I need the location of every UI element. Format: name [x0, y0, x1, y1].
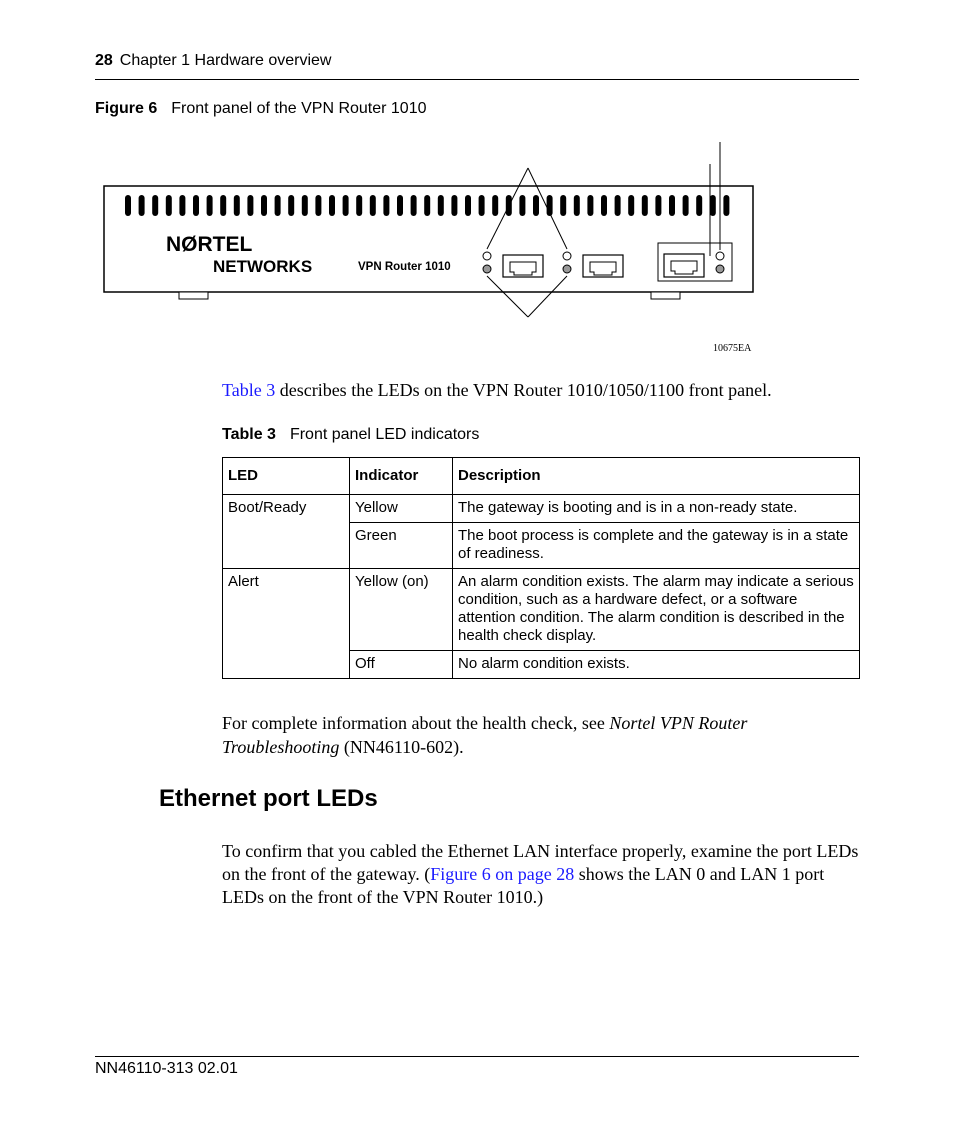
- indicator-cell: Yellow: [350, 495, 453, 523]
- vent-slot: [465, 195, 471, 216]
- vent-slot: [655, 195, 661, 216]
- vent-slot: [152, 195, 158, 216]
- description-cell: The boot process is complete and the gateway is in a state of readiness.: [453, 523, 860, 569]
- vent-slot: [356, 195, 362, 216]
- vent-slot: [397, 195, 403, 216]
- description-cell: No alarm condition exists.: [453, 651, 860, 679]
- vent-slot: [683, 195, 689, 216]
- alert-led: [716, 265, 724, 273]
- page-number: 28: [95, 52, 113, 69]
- nortel-logo-text: NØRTEL: [166, 233, 253, 256]
- vent-slot: [315, 195, 321, 216]
- vent-slot: [207, 195, 213, 216]
- figure-title: Front panel of the VPN Router 1010: [171, 100, 427, 117]
- lan1-led-top: [563, 252, 571, 260]
- vent-slot: [615, 195, 621, 216]
- vent-slot: [723, 195, 729, 216]
- vent-slot: [193, 195, 199, 216]
- vent-slot: [139, 195, 145, 216]
- cabling-text-after: shows the LAN 0 and LAN 1 port LEDs on the front of the VPN Router 1010.): [222, 864, 825, 907]
- router-foot-left: [179, 292, 208, 299]
- cabling-paragraph: [222, 840, 862, 909]
- vent-slot: [179, 195, 185, 216]
- table-row: [223, 569, 860, 651]
- health-text-after: (NN46110-602).: [339, 737, 464, 757]
- led-indicator-table: [222, 457, 860, 679]
- lan1-port-icon: [583, 255, 623, 277]
- cabling-text-before: To confirm that you cabled the Ethernet LAN interface properly, examine the port LEDs on the front of the gateway. (: [222, 841, 859, 884]
- networks-logo-text: NETWORKS: [213, 257, 313, 276]
- lan1-led-bottom: [563, 265, 571, 273]
- column-header-led: LED: [223, 458, 350, 495]
- chapter-title: Chapter 1 Hardware overview: [119, 52, 332, 69]
- router-front-panel-figure: [0, 0, 954, 360]
- vent-slot: [438, 195, 444, 216]
- figure-label: Figure 6: [95, 100, 158, 117]
- vent-slot: [329, 195, 335, 216]
- boot-ready-led: [716, 252, 724, 260]
- vent-slot: [288, 195, 294, 216]
- lan0-led-top: [483, 252, 491, 260]
- table-header-row: [223, 458, 860, 495]
- vent-slot: [234, 195, 240, 216]
- description-cell: The gateway is booting and is in a non-ready state.: [453, 495, 860, 523]
- vent-slot: [275, 195, 281, 216]
- indicator-cell: Off: [350, 651, 453, 679]
- model-label: VPN Router 1010: [358, 261, 451, 273]
- intro-paragraph: [222, 380, 772, 401]
- vent-slot: [492, 195, 498, 216]
- table-label: Table 3: [222, 426, 276, 443]
- description-cell: An alarm condition exists. The alarm may indicate a serious condition, such as a hardware defect, or a software attention condition. The alarm condition is described in the health check display.: [453, 569, 860, 651]
- vent-slot: [560, 195, 566, 216]
- vent-slot: [533, 195, 539, 216]
- indicator-cell: Green: [350, 523, 453, 569]
- vent-slot: [247, 195, 253, 216]
- led-name-cell: Boot/Ready: [223, 495, 350, 569]
- section-heading: Ethernet port LEDs: [159, 785, 378, 812]
- footer-doc-number: NN46110-313 02.01: [95, 1060, 238, 1077]
- vent-slot: [125, 195, 131, 216]
- vent-slot: [601, 195, 607, 216]
- lan0-led-bottom: [483, 265, 491, 273]
- intro-text: describes the LEDs on the VPN Router 1010/1050/1100 front panel.: [275, 380, 772, 400]
- column-header-indicator: Indicator: [350, 458, 453, 495]
- indicator-cell: Yellow (on): [350, 569, 453, 651]
- vent-slot: [424, 195, 430, 216]
- vent-slot: [710, 195, 716, 216]
- health-check-paragraph: [222, 711, 862, 759]
- vent-slot: [587, 195, 593, 216]
- troubleshooting-guide-title: Nortel VPN Router Troubleshooting: [222, 713, 748, 757]
- vent-slot: [411, 195, 417, 216]
- vent-slot: [302, 195, 308, 216]
- table-title: Front panel LED indicators: [289, 426, 480, 443]
- vent-slot: [166, 195, 172, 216]
- led-name-cell: Alert: [223, 569, 350, 679]
- vent-slot: [261, 195, 267, 216]
- figure-6-link[interactable]: Figure 6 on page 28: [430, 864, 575, 884]
- vent-slot: [451, 195, 457, 216]
- column-header-description: Description: [453, 458, 860, 495]
- vent-slot: [519, 195, 525, 216]
- vent-slot: [383, 195, 389, 216]
- vent-slot: [574, 195, 580, 216]
- figure-id: 10675EA: [713, 343, 752, 354]
- table-3-link[interactable]: Table 3: [222, 380, 276, 400]
- vent-slot: [370, 195, 376, 216]
- vent-slot: [642, 195, 648, 216]
- vent-slot: [479, 195, 485, 216]
- vent-slot: [628, 195, 634, 216]
- lan0-port-icon: [503, 255, 543, 277]
- vent-slot: [343, 195, 349, 216]
- vent-slot: [669, 195, 675, 216]
- footer-divider: [95, 1056, 859, 1057]
- vent-slot: [696, 195, 702, 216]
- table-caption: [222, 426, 479, 444]
- vent-slot: [220, 195, 226, 216]
- table-row: [223, 495, 860, 523]
- console-port-icon: [664, 254, 704, 277]
- health-text-before: For complete information about the health check, see: [222, 713, 610, 733]
- router-foot-right: [651, 292, 680, 299]
